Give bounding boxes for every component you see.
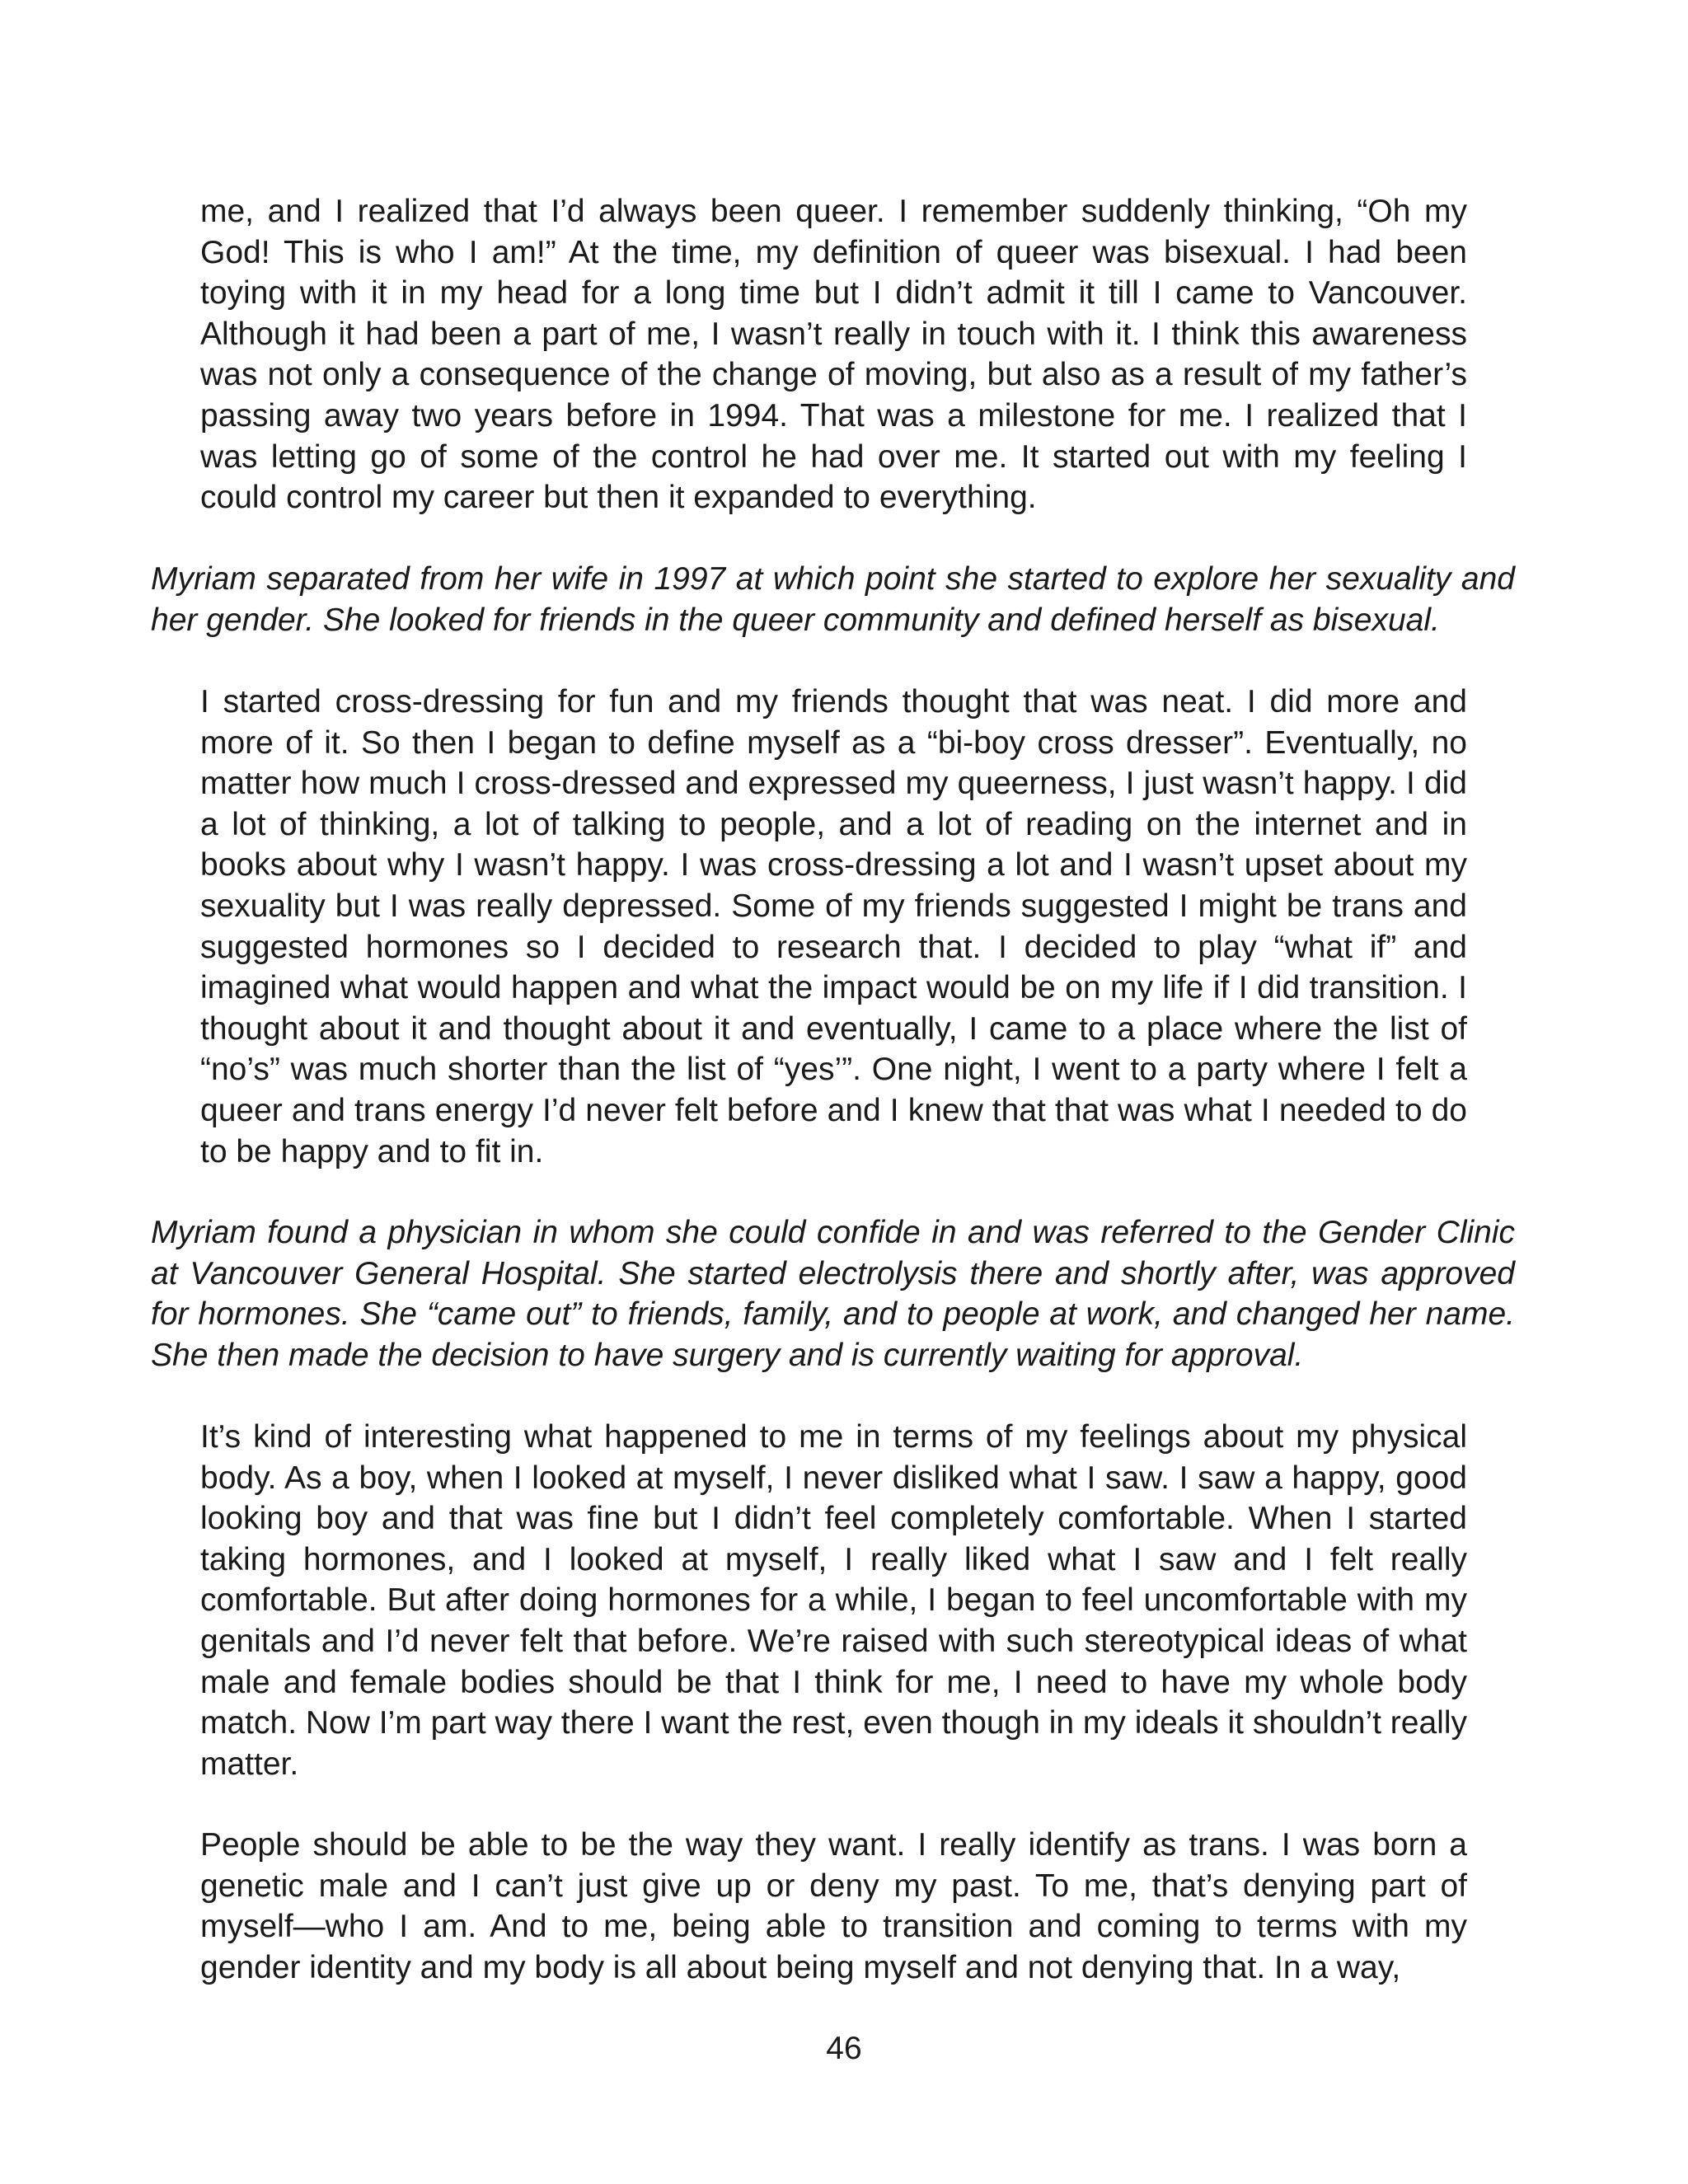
narration-paragraph-1: Myriam separated from her wife in 1997 at which point she started to explore her sexuality and her gender. She looked for friends in the queer community and defined herself as bisexual. xyxy=(151,561,1515,638)
narration-paragraph-2: Myriam found a physician in whom she could confide in and was referred to the Gender Clinic at Vancouver General Hospital. She started electrolysis there and shortly after, was approved for hormones. She “came out” to friends, family, and to people at work, and changed her name. She then made the decision to have surgery and is currently waiting for approval. xyxy=(151,1215,1515,1373)
quote-paragraph-4: People should be able to be the way they want. I really identify as trans. I was born a genetic male and I can’t just give up or deny my past. To me, that’s denying part of myself—who I am. And to me, being able to transition and coming to terms with my gender identity and my body is all about being myself and not denying that. In a way, xyxy=(200,1827,1467,1985)
page-number: 46 xyxy=(826,2031,862,2066)
quote-paragraph-1: me, and I realized that I’d always been queer. I remember suddenly thinking, “Oh my God! This is who I am!” At the time, my definition of queer was bisexual. I had been toying with it in my head for a long time but I didn’t admit it till I came to Vancouver. Although it had been a part of me, I wasn’t really in touch with it. I think this awareness was not only a consequence of the change of moving, but also as a result of my father’s passing away two years before in 1994. That was a milestone for me. I realized that I was letting go of some of the control he had over me. It started out with my feeling I could control my career but then it expanded to everything. xyxy=(200,194,1467,516)
quote-paragraph-2: I started cross-dressing for fun and my friends thought that was neat. I did more and more of it. So then I began to define myself as a “bi-boy cross dresser”. Eventually, no matter how much I cross-dressed and expressed my queerness, I just wasn’t happy. I did a lot of thinking, a lot of talking to people, and a lot of reading on the internet and in books about why I wasn’t happy. I was cross-dressing a lot and I wasn’t upset about my sexuality but I was really depressed. Some of my friends suggested I might be trans and suggested hormones so I decided to research that. I decided to play “what if” and imagined what would happen and what the impact would be on my life if I did transition. I thought about it and thought about it and eventually, I came to a place where the list of “no’s” was much shorter than the list of “yes’”. One night, I went to a party where I felt a queer and trans energy I’d never felt before and I knew that that was what I needed to do to be happy and to fit in. xyxy=(200,684,1467,1169)
quote-paragraph-3: It’s kind of interesting what happened to me in terms of my feelings about my physical body. As a boy, when I looked at myself, I never disliked what I saw. I saw a happy, good looking boy and that was fine but I didn’t feel completely comfortable. When I started taking hormones, and I looked at myself, I really liked what I saw and I felt really comfortable. But after doing hormones for a while, I began to feel uncomfortable with my genitals and I’d never felt that before. We’re raised with such stereotypical ideas of what male and female bodies should be that I think for me, I need to have my whole body match. Now I’m part way there I want the rest, even though in my ideals it shouldn’t really matter. xyxy=(200,1419,1467,1782)
